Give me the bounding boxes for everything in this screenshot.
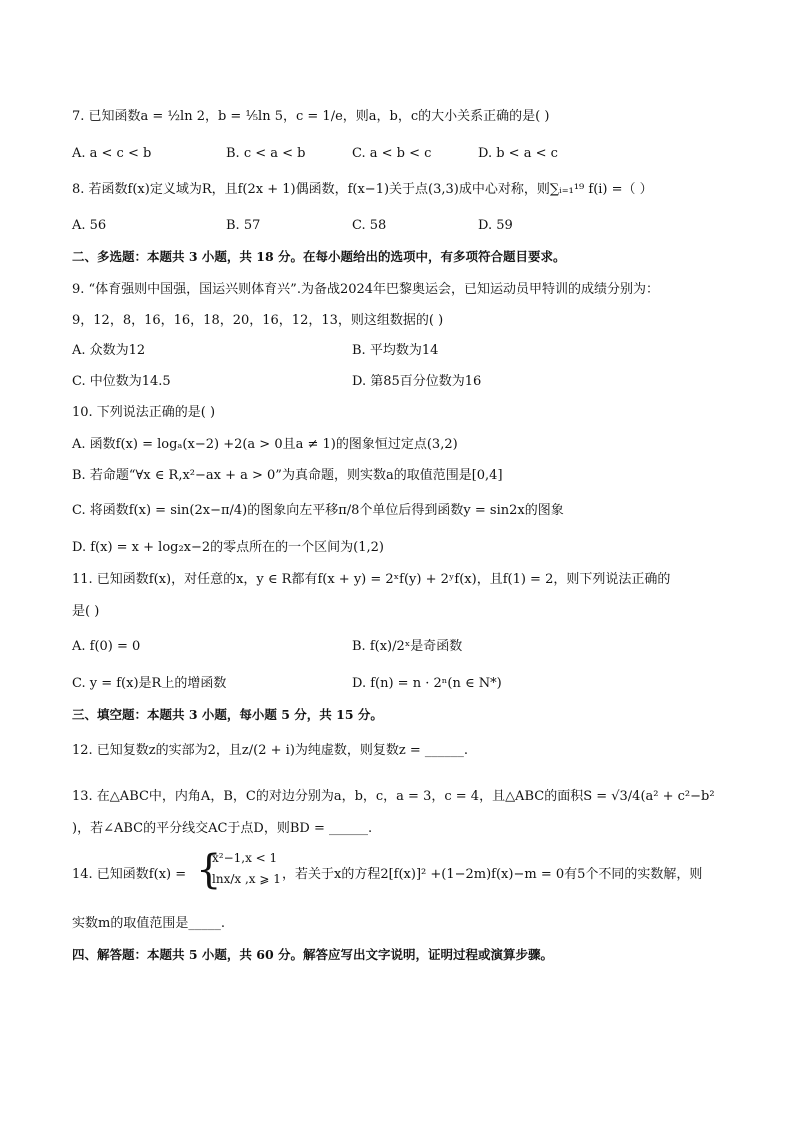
q10-stem: 10. 下列说法正确的是( ) [72, 405, 216, 420]
q11-option-d: D. f(n) = n · 2ⁿ(n ∈ N*) [352, 676, 502, 691]
q14-line2: 实数m的取值范围是_____. [72, 916, 225, 931]
q11-option-c: C. y = f(x)是R上的增函数 [72, 676, 227, 691]
q8-stem: 8. 若函数f(x)定义域为R，且f(2x + 1)偶函数，f(x−1)关于点(3,3)成中心对称，则∑ᵢ₌₁¹⁹ f(i) =（ ） [72, 182, 653, 197]
q7-option-c: C. a < b < c [352, 146, 432, 161]
q14-prefix: 14. 已知函数f(x) = [72, 867, 187, 882]
q11-option-a: A. f(0) = 0 [72, 639, 141, 654]
q14-piecewise-brace: { [196, 847, 222, 893]
q10-option-a: A. 函数f(x) = logₐ(x−2) +2(a > 0且a ≠ 1)的图象恒过定点(3,2) [72, 437, 458, 452]
section-fill-in-heading: 三、填空题：本题共 3 小题，每小题 5 分，共 15 分。 [72, 707, 383, 722]
q12-stem: 12. 已知复数z的实部为2，且z/(2 + i)为纯虚数，则复数z = ______. [72, 743, 469, 758]
q11-stem-continued: 是( ) [72, 604, 100, 619]
q14-piece-2: lnx/x ,x ⩾ 1 [212, 872, 281, 886]
q7-stem: 7. 已知函数a = ½ln 2，b = ⅕ln 5，c = 1/e，则a，b，c的大小关系正确的是( ) [72, 109, 550, 124]
q10-option-c: C. 将函数f(x) = sin(2x−π/4)的图象向左平移π/8个单位后得到函数y = sin2x的图象 [72, 503, 564, 518]
q13-line2: )，若∠ABC的平分线交AC于点D，则BD = ______. [72, 821, 373, 836]
q9-data: 9，12，8，16，16，18，20，16，12，13，则这组数据的( ) [72, 313, 444, 328]
q10-option-b: B. 若命题“∀x ∈ R,x²−ax + a > 0”为真命题，则实数a的取值范围是[0,4] [72, 468, 503, 483]
q9-option-a: A. 众数为12 [72, 343, 146, 358]
q11-stem: 11. 已知函数f(x)，对任意的x，y ∈ R都有f(x + y) = 2ˣf(y) + 2ʸf(x)，且f(1) = 2，则下列说法正确的 [72, 572, 671, 587]
q7-option-d: D. b < a < c [478, 146, 558, 161]
q9-option-c: C. 中位数为14.5 [72, 374, 171, 389]
section-multiple-choice-heading: 二、多选题：本题共 3 小题，共 18 分。在每小题给出的选项中，有多项符合题目要求。 [72, 249, 566, 264]
q14-suffix: ，若关于x的方程2[f(x)]² +(1−2m)f(x)−m = 0有5个不同的实数解，则 [282, 867, 703, 882]
q7-option-a: A. a < c < b [72, 146, 152, 161]
q8-option-b: B. 57 [226, 218, 261, 233]
q7-option-b: B. c < a < b [226, 146, 306, 161]
q8-option-c: C. 58 [352, 218, 387, 233]
section-solution-heading: 四、解答题：本题共 5 小题，共 60 分。解答应写出文字说明，证明过程或演算步骤。 [72, 947, 554, 962]
q9-option-b: B. 平均数为14 [352, 343, 439, 358]
q8-option-d: D. 59 [478, 218, 513, 233]
q13-line1: 13. 在△ABC中，内角A，B，C的对边分别为a，b，c，a = 3，c = 4，且△ABC的面积S = √3/4(a² + c²−b² [72, 789, 715, 804]
q9-option-d: D. 第85百分位数为16 [352, 374, 482, 389]
q8-option-a: A. 56 [72, 218, 107, 233]
q11-option-b: B. f(x)/2ˣ是奇函数 [352, 639, 463, 654]
q9-stem: 9. “体育强则中国强，国运兴则体育兴”.为备战2024年巴黎奥运会，已知运动员甲特训的成绩分别为： [72, 282, 660, 297]
q10-option-d: D. f(x) = x + log₂x−2的零点所在的一个区间为(1,2) [72, 540, 384, 555]
q14-piece-1: x²−1,x < 1 [212, 851, 278, 865]
